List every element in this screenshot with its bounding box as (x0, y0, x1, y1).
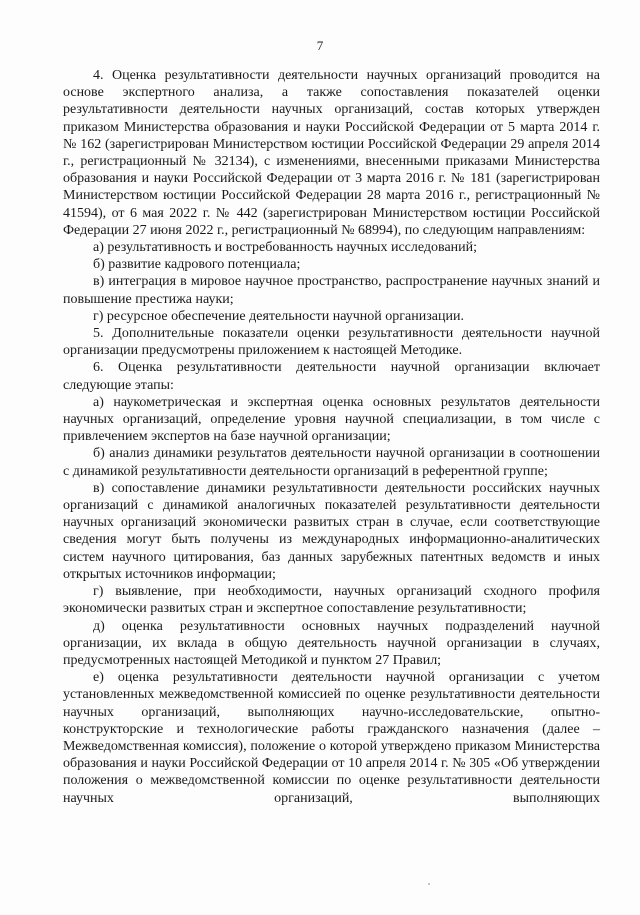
page-number: 7 (316, 38, 324, 53)
stage-item-d: д) оценка результативности основных научных подразделений научной организации, их вклада в общую деятельность научной организации в случаях, предусмотренных настоящей Методикой и пунктом 27 Правил; (63, 618, 600, 668)
list-item-g: г) ресурсное обеспечение деятельности научной организации. (93, 308, 464, 324)
stage-item-g: г) выявление, при необходимости, научных организаций сходного профиля экономически развитых стран и экспертное сопоставление результативности; (63, 584, 600, 617)
list-item-a: а) результативность и востребованность научных исследований; (93, 240, 478, 256)
paragraph-5: 5. Дополнительные показатели оценки результативности деятельности научной организации предусмотрены приложением к настоящей Методике. (63, 326, 600, 359)
stage-item-b: б) анализ динамики результатов деятельности научной организации в соотношении с динамикой результативности деятельности организаций в референтной группе; (63, 446, 600, 479)
document-body (63, 67, 600, 807)
paragraph-4: 4. Оценка результативности деятельности научных организаций проводится на основе экспертного анализа, а также сопоставления показателей оценки результативности деятельности научных организаций, состав которых утвержден приказом Министерства образования и науки Российской Федерации от 5 марта 2014 г. № 162 (зарегистрирован Министерством юстиции Российской Федерации 29 апреля 2014 г., регистрационный № 32134), с изменениями, внесенными приказами Министерства образования и науки Российской Федерации от 3 марта 2016 г. № 181 (зарегистрирован Министерством юстиции Российской Федерации 28 марта 2016 г., регистрационный № 41594), от 6 мая 2022 г. № 442 (зарегистрирован Министерством юстиции Российской Федерации 27 июня 2022 г., регистрационный № 68994), по следующим направлениям: (63, 68, 600, 238)
paragraph-6: 6. Оценка результативности деятельности научной организации включает следующие этапы: (63, 360, 600, 393)
stage-item-e: е) оценка результативности деятельности научной организации с учетом установленных межведомственной комиссией по оценке результативности деятельности научных организаций, выполняющих научно-исследовательские, опытно-конструкторские и технологические работы гражданского назначения (далее – Межведомственная комиссия), положение о которой утверждено приказом Министерства образования и науки Российской Федерации от 10 апреля 2014 г. № 305 «Об утверждении положения о межведомственной комиссии по оценке результативности деятельности научных организаций, выполняющих (63, 670, 600, 806)
stage-item-a: а) наукометрическая и экспертная оценка основных результатов деятельности научных организаций, определение уровня научной специализации, в том числе с привлечением экспертов на базе научной организации; (63, 394, 600, 445)
list-item-b: б) развитие кадрового потенциала; (93, 257, 301, 273)
list-item-v: в) интеграция в мировое научное пространство, распространение научных знаний и повышение престижа науки; (63, 274, 600, 307)
scan-speck (428, 883, 430, 885)
stage-item-v: в) сопоставление динамики результативности деятельности российских научных организаций с динамикой аналогичных показателей результативности деятельности научных организаций экономически развитых стран в случае, если соответствующие сведения могут быть получены из международных информационно-аналитических систем научного цитирования, баз данных зарубежных патентных ведомств и иных открытых источников информации; (63, 480, 600, 582)
